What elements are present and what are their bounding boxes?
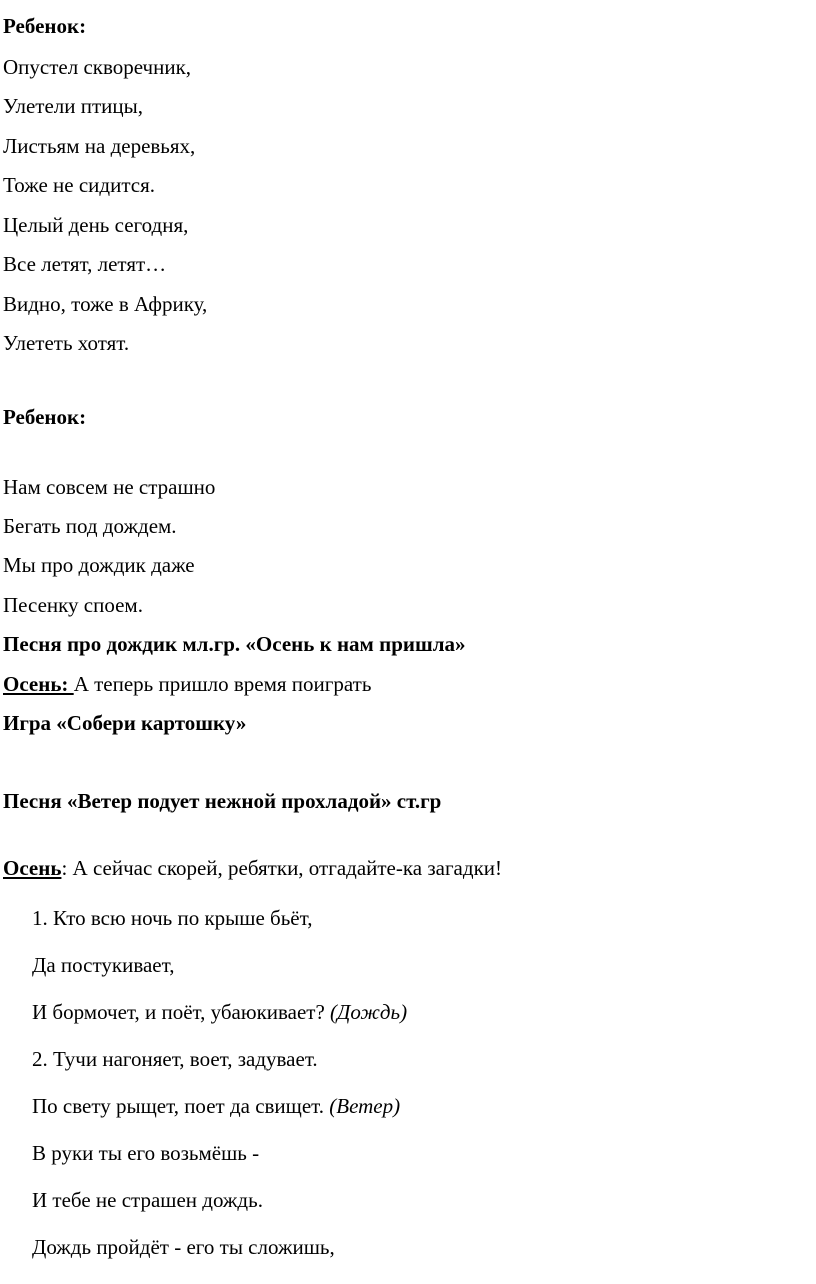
riddle-text: По свету рыщет, поет да свищет. (32, 1094, 330, 1118)
poem-line: Улетели птицы, (3, 94, 144, 118)
song-title-2: Песня «Ветер подует нежной прохладой» ст.гр (3, 789, 442, 813)
poem-line: Тоже не сидится. (3, 173, 155, 197)
riddle-line (32, 1094, 400, 1118)
poem-line: Бегать под дождем. (3, 514, 177, 538)
riddle-line: И тебе не страшен дождь. (32, 1188, 263, 1212)
riddle-line: 1. Кто всю ночь по крыше бьёт, (32, 906, 313, 930)
poem-line: Мы про дождик даже (3, 553, 195, 577)
autumn-line-1 (3, 672, 371, 696)
poem-line: Улететь хотят. (3, 331, 130, 355)
poem-line: Все летят, летят… (3, 252, 167, 276)
speaker-child-1: Ребенок: (3, 14, 87, 38)
riddle-line: Да постукивает, (32, 953, 175, 977)
autumn-line-2 (3, 856, 502, 880)
riddle-text: И бормочет, и поёт, убаюкивает? (32, 1000, 331, 1024)
poem-line: Целый день сегодня, (3, 213, 189, 237)
autumn-speech: : А сейчас скорей, ребятки, отгадайте-ка загадки! (61, 856, 502, 880)
speaker-autumn: Осень: (3, 672, 74, 696)
riddle-answer: (Ветер) (329, 1094, 401, 1118)
riddle-line (32, 1000, 407, 1024)
autumn-speech: А теперь пришло время поиграть (73, 672, 372, 696)
poem-line: Песенку споем. (3, 593, 143, 617)
riddle-line: Дождь пройдёт - его ты сложишь, (32, 1235, 335, 1259)
poem-line: Опустел скворечник, (3, 55, 192, 79)
game-title: Игра «Собери картошку» (3, 711, 247, 735)
poem-line: Листьям на деревьях, (3, 134, 196, 158)
poem-line: Видно, тоже в Африку, (3, 292, 208, 316)
poem-line: Нам совсем не страшно (3, 475, 216, 499)
riddle-line: 2. Тучи нагоняет, воет, задувает. (32, 1047, 318, 1071)
riddle-answer: (Дождь) (330, 1000, 408, 1024)
song-title-1: Песня про дождик мл.гр. «Осень к нам пришла» (3, 632, 466, 656)
speaker-autumn: Осень (3, 856, 62, 880)
speaker-child-2: Ребенок: (3, 405, 87, 429)
riddle-line: В руки ты его возьмёшь - (32, 1141, 260, 1165)
